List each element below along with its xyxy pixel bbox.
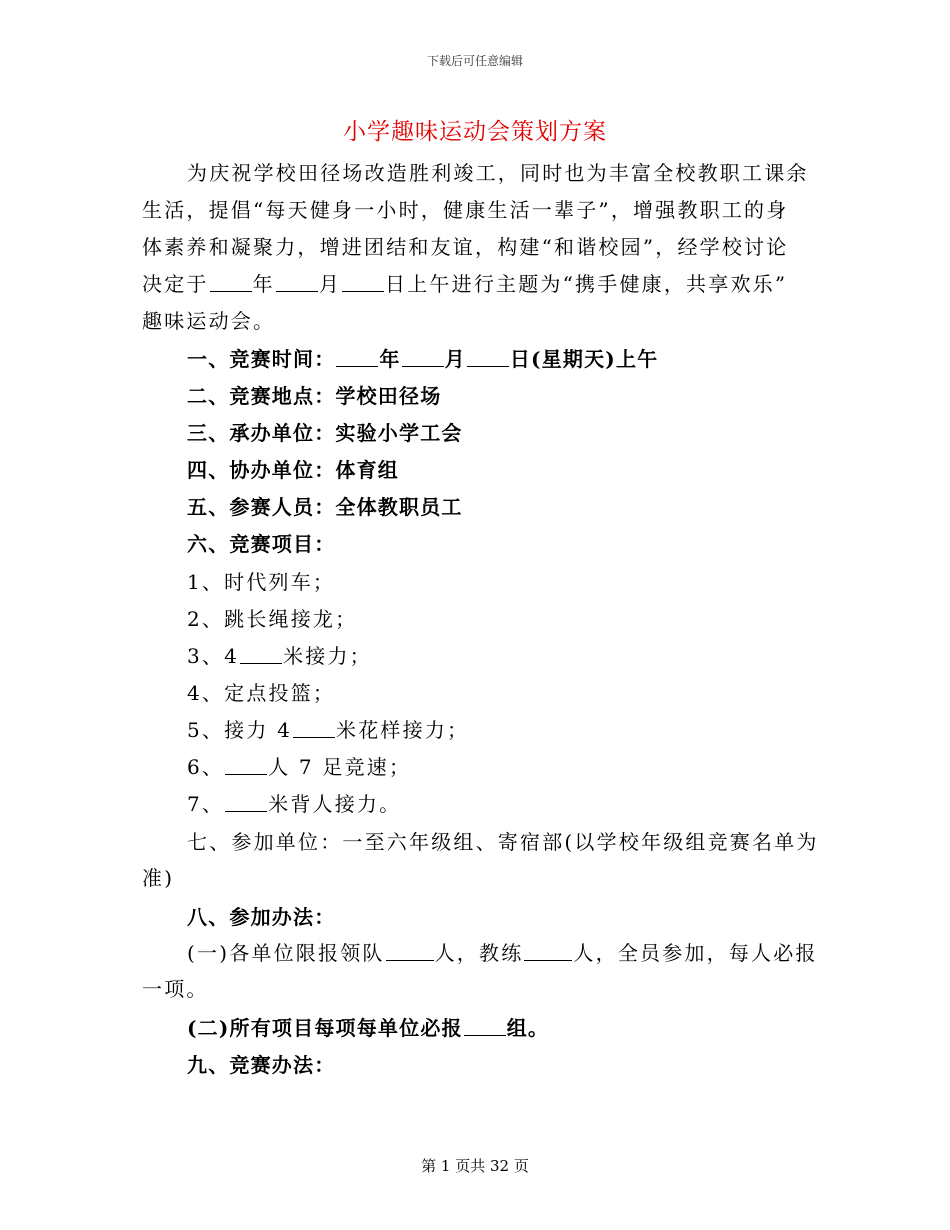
item-6-prefix: 6、 — [187, 755, 225, 779]
blank-underline — [210, 290, 252, 292]
intro-line-4-part-3: 月 — [318, 272, 342, 296]
section-1-month: 月 — [444, 347, 466, 371]
list-item — [187, 788, 401, 817]
intro-line-2: 生活，提倡“每天健身一小时，健康生活一辈子”，增强教职工的身 — [142, 198, 789, 222]
section-1-label: 一、竞赛时间： — [187, 347, 336, 371]
section-3: 三、承办单位：实验小学工会 — [187, 421, 463, 445]
intro-line-3: 体素养和凝聚力，增进团结和友谊，构建“和谐校园”，经学校讨论 — [142, 235, 789, 259]
section-1-year: 年 — [379, 347, 401, 371]
section-9: 九、竞赛办法： — [187, 1053, 336, 1077]
blank-underline — [225, 810, 267, 812]
page-title: 小学趣味运动会策划方案 — [343, 119, 607, 145]
intro-line-4-part-1: 决定于 — [142, 272, 209, 296]
blank-underline — [524, 959, 572, 961]
section-8b — [187, 1012, 549, 1041]
blank-underline — [225, 773, 267, 775]
blank-underline — [240, 662, 282, 664]
section-6: 六、竞赛项目： — [187, 532, 336, 556]
item-5-suffix: 米花样接力； — [336, 718, 470, 742]
section-8b-part-2: 组。 — [506, 1016, 550, 1040]
section-8a-part-3: 人，全员参加，每人必报 — [573, 941, 818, 965]
list-item: 2、跳长绳接龙； — [187, 607, 358, 631]
section-8a-part-1: (一)各单位限报领队 — [187, 941, 385, 965]
list-item — [187, 751, 411, 780]
section-7-line-2: 准) — [142, 866, 175, 890]
item-5-prefix: 5、接力 4 — [187, 718, 293, 742]
blank-underline — [293, 736, 335, 738]
intro-line-4-part-2: 年 — [252, 272, 275, 296]
blank-underline — [467, 365, 509, 367]
section-1 — [187, 343, 658, 372]
list-item: 1、时代列车； — [187, 570, 336, 594]
section-8: 八、参加办法： — [187, 905, 336, 929]
section-1-day: 日(星期天)上午 — [509, 347, 659, 371]
intro-line-1: 为庆祝学校田径场改造胜利竣工，同时也为丰富全校教职工课余 — [187, 161, 809, 185]
header-note: 下载后可任意编辑 — [426, 54, 523, 68]
page-number: 第 1 页共 32 页 — [421, 1157, 529, 1175]
section-8a-part-2: 人，教练 — [434, 941, 524, 965]
item-6-suffix: 人 7 足竞速； — [268, 755, 412, 779]
blank-underline — [336, 365, 378, 367]
item-3-prefix: 3、4 — [187, 644, 240, 668]
section-5: 五、参赛人员：全体教职员工 — [187, 495, 463, 519]
blank-underline — [464, 1034, 506, 1036]
intro-line-5: 趣味运动会。 — [142, 309, 276, 333]
item-7-prefix: 7、 — [187, 792, 225, 816]
section-2: 二、竞赛地点：学校田径场 — [187, 384, 442, 408]
list-item — [187, 714, 469, 743]
section-8a-line-1 — [187, 937, 818, 966]
section-7-line-1: 七、参加单位：一至六年级组、寄宿部(以学校年级组竞赛名单为 — [187, 830, 819, 854]
blank-underline — [342, 290, 384, 292]
blank-underline — [276, 290, 318, 292]
item-3-suffix: 米接力； — [283, 644, 372, 668]
section-4: 四、协办单位：体育组 — [187, 458, 399, 482]
section-8a-line-2: 一项。 — [142, 977, 209, 1001]
blank-underline — [402, 365, 444, 367]
list-item: 4、定点投篮； — [187, 681, 336, 705]
list-item — [187, 640, 372, 669]
item-7-suffix: 米背人接力。 — [268, 792, 402, 816]
section-8b-part-1: (二)所有项目每项每单位必报 — [187, 1016, 463, 1040]
intro-line-4 — [142, 268, 787, 297]
blank-underline — [386, 959, 434, 961]
intro-line-4-part-4: 日上午进行主题为“携手健康，共享欢乐” — [385, 272, 788, 296]
